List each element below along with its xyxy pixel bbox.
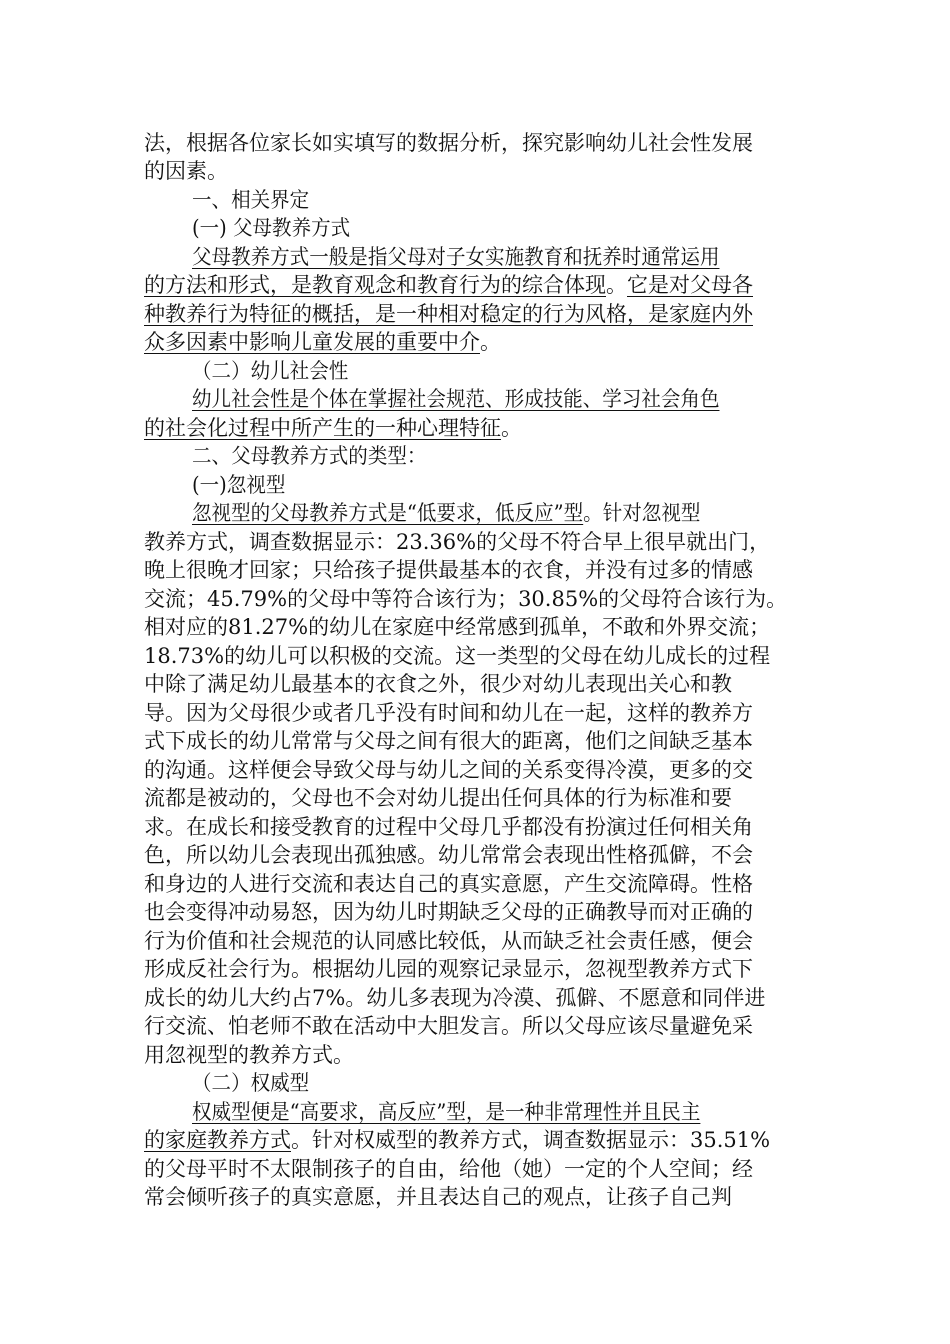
body-line-neglect-16: 行为价值和社会规范的认同感比较低，从而缺乏社会责任感，便会	[144, 929, 753, 953]
body-line-neglect-2: 教养方式，调查数据显示：23.36%的父母不符合早上很早就出门，	[144, 530, 771, 554]
subheading-parenting-style: (一) 父母教养方式	[192, 216, 351, 240]
body-line-sociality-2: 的社会化过程中所产生的一种心理特征。	[144, 416, 522, 440]
body-line-2: 的因素。	[144, 159, 228, 183]
body-line-neglect-9: 式下成长的幼儿常常与父母之间有很大的距离，他们之间缺乏基本	[144, 729, 753, 753]
body-line-neglect-10: 的沟通。这样便会导致父母与幼儿之间的关系变得冷漠，更多的交	[144, 758, 753, 782]
body-line-definition-3: 种教养行为特征的概括，是一种相对稳定的行为风格，是家庭内外	[144, 302, 753, 326]
body-line-neglect-4: 交流；45.79%的父母中等符合该行为；30.85%的父母符合该行为。	[144, 587, 788, 611]
body-line-neglect-12: 求。在成长和接受教育的过程中父母几乎都没有扮演过任何相关角	[144, 815, 753, 839]
body-line-neglect-14: 和身边的人进行交流和表达自己的真实意愿，产生交流障碍。性格	[144, 872, 753, 896]
body-line-neglect-19: 行交流、怕老师不敢在活动中大胆发言。所以父母应该尽量避免采	[144, 1014, 753, 1038]
body-line-definition-1: 父母教养方式一般是指父母对子女实施教育和抚养时通常运用	[192, 245, 720, 269]
body-line-definition-2: 的方法和形式，是教育观念和教育行为的综合体现。它是对父母各	[144, 273, 753, 297]
subheading-neglectful: (一)忽视型	[192, 473, 286, 497]
body-line-neglect-18: 成长的幼儿大约占7%。幼儿多表现为冷漠、孤僻、不愿意和同伴进	[144, 986, 766, 1010]
body-line-neglect-6: 18.73%的幼儿可以积极的交流。这一类型的父母在幼儿成长的过程	[144, 644, 771, 668]
body-line-neglect-7: 中除了满足幼儿最基本的衣食之外，很少对幼儿表现出关心和教	[144, 672, 732, 696]
body-line-authoritative-2: 的家庭教养方式。针对权威型的教养方式，调查数据显示：35.51%	[144, 1128, 771, 1152]
body-line-authoritative-4: 常会倾听孩子的真实意愿，并且表达自己的观点，让孩子自己判	[144, 1185, 732, 1209]
body-line-neglect-3: 晚上很晚才回家；只给孩子提供最基本的衣食，并没有过多的情感	[144, 558, 753, 582]
body-line-sociality-1: 幼儿社会性是个体在掌握社会规范、形成技能、学习社会角色	[192, 387, 720, 411]
body-line-authoritative-1: 权威型便是“高要求，高反应”型，是一种非常理性并且民主	[192, 1100, 701, 1124]
body-line-neglect-1: 忽视型的父母教养方式是“低要求，低反应”型。针对忽视型	[192, 501, 701, 525]
body-line-1: 法，根据各位家长如实填写的数据分析，探究影响幼儿社会性发展	[144, 131, 753, 155]
subheading-child-sociality: （二）幼儿社会性	[192, 359, 349, 383]
body-line-definition-4: 众多因素中影响儿童发展的重要中介。	[144, 330, 501, 354]
body-line-neglect-8: 导。因为父母很少或者几乎没有时间和幼儿在一起，这样的教养方	[144, 701, 753, 725]
subheading-authoritative: （二）权威型	[192, 1071, 310, 1095]
body-line-neglect-17: 形成反社会行为。根据幼儿园的观察记录显示，忽视型教养方式下	[144, 957, 753, 981]
body-line-neglect-13: 色，所以幼儿会表现出孤独感。幼儿常常会表现出性格孤僻，不会	[144, 843, 753, 867]
section-heading-types: 二、父母教养方式的类型：	[192, 444, 427, 468]
body-line-neglect-15: 也会变得冲动易怒，因为幼儿时期缺乏父母的正确教导而对正确的	[144, 900, 753, 924]
body-line-authoritative-3: 的父母平时不太限制孩子的自由，给他（她）一定的个人空间；经	[144, 1157, 753, 1181]
body-line-neglect-11: 流都是被动的，父母也不会对幼儿提出任何具体的行为标准和要	[144, 786, 732, 810]
section-heading-definitions: 一、相关界定	[192, 188, 310, 212]
body-line-neglect-20: 用忽视型的教养方式。	[144, 1043, 354, 1067]
body-line-neglect-5: 相对应的81.27%的幼儿在家庭中经常感到孤单，不敢和外界交流；	[144, 615, 771, 639]
